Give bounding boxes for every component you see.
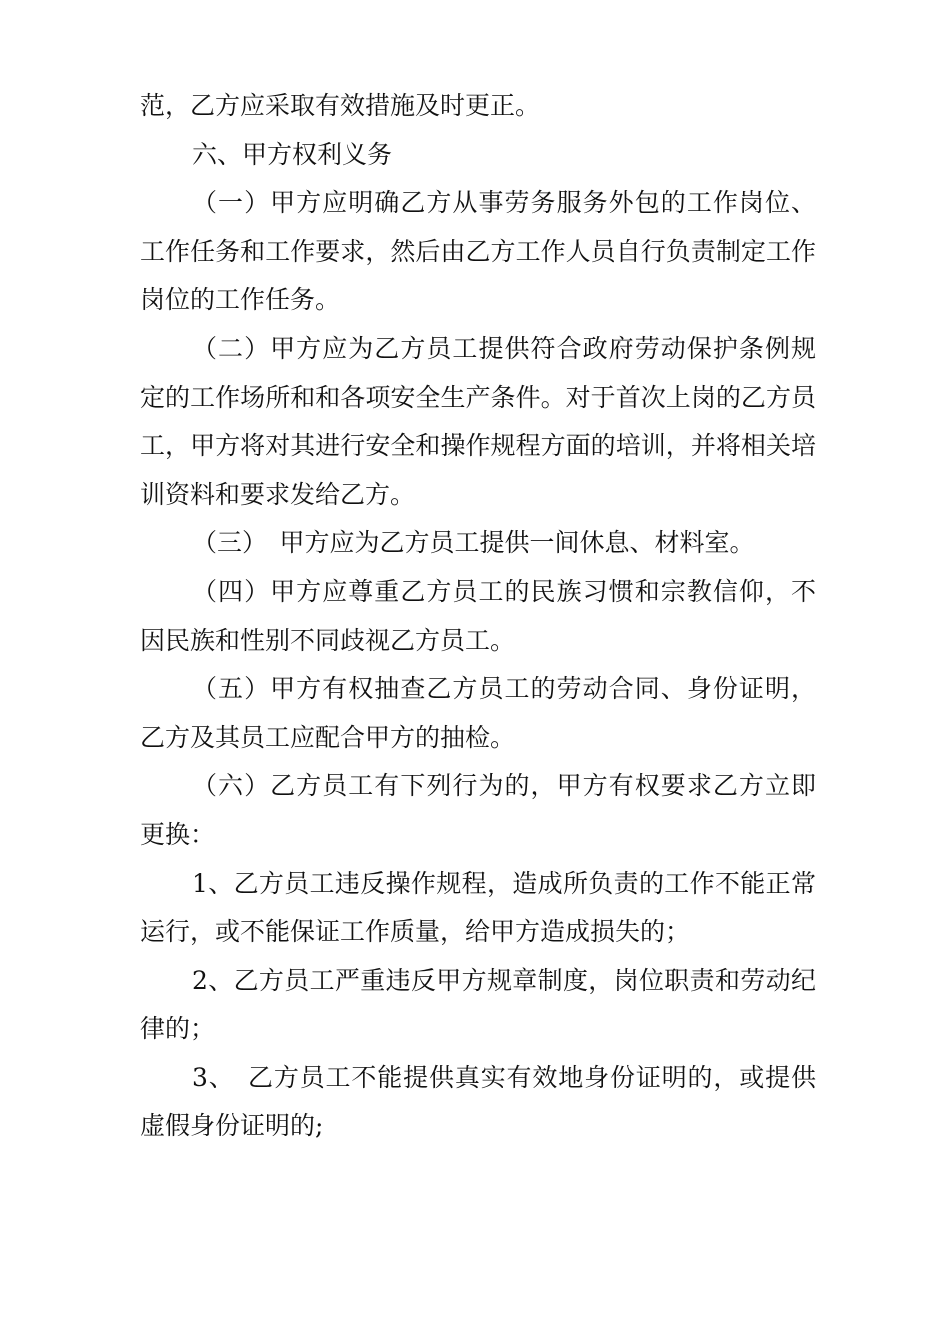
list-item-3: 3、 乙方员工不能提供真实有效地身份证明的，或提供 虚假身份证明的;: [140, 1062, 816, 1141]
section-heading: 六、甲方权利义务: [192, 139, 393, 169]
list-item-2: 2、乙方员工严重违反甲方规章制度，岗位职责和劳动纪律的；: [140, 965, 816, 1044]
clause-5: （五）甲方有权抽查乙方员工的劳动合同、身份证明，乙方及其员工应配合甲方的抽检。: [140, 674, 816, 752]
clause-1: （一）甲方应明确乙方从事劳务服务外包的工作岗位、工作任务和工作要求，然后由乙方工作人员自行负责制定工作岗位的工作任务。: [140, 188, 816, 315]
clause-4: （四）甲方应尊重乙方员工的民族习惯和宗教信仰，不因民族和性别不同歧视乙方员工。: [140, 576, 816, 655]
paragraph-continuation: 范，乙方应采取有效措施及时更正。: [140, 91, 541, 120]
document-body: [140, 82, 816, 1151]
clause-3: （三） 甲方应为乙方员工提供一间休息、材料室。: [192, 528, 755, 558]
clause-2: （二）甲方应为乙方员工提供符合政府劳动保护条例规定的工作场所和和各项安全生产条件。对于首次上岗的乙方员工，甲方将对其进行安全和操作规程方面的培训，并将相关培训资料和要求发给乙方。: [140, 333, 816, 509]
clause-6: （六）乙方员工有下列行为的，甲方有权要求乙方立即更换：: [140, 771, 816, 849]
list-item-1: 1、乙方员工违反操作规程，造成所负责的工作不能正常运行，或不能保证工作质量，给甲方造成损失的；: [140, 868, 816, 947]
